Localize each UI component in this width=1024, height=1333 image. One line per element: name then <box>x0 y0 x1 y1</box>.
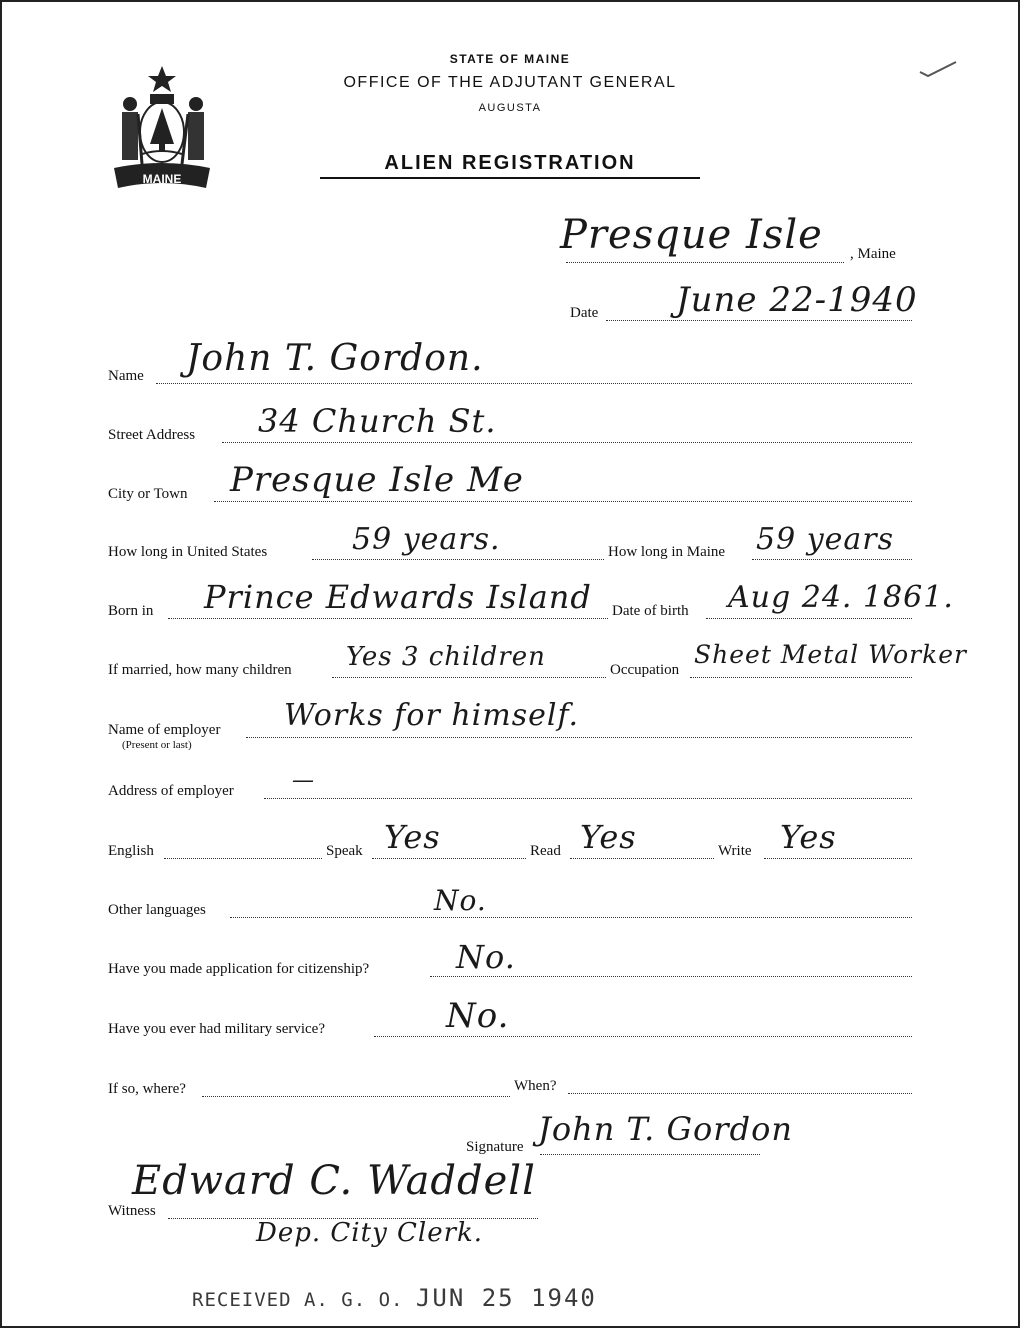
street-line <box>222 442 912 443</box>
witness-label: Witness <box>108 1203 156 1219</box>
street-label: Street Address <box>108 427 196 443</box>
occupation-value: Sheet Metal Worker <box>694 640 967 669</box>
header-state: STATE OF MAINE <box>449 52 571 66</box>
write-value: Yes <box>780 818 837 856</box>
place-line <box>566 262 844 263</box>
military-label: Have you ever had military service? <box>108 1021 325 1037</box>
street-value: 34 Church St. <box>258 402 497 440</box>
citizenship-line <box>430 976 912 977</box>
date-label: Date <box>570 305 599 321</box>
read-line <box>570 858 714 859</box>
received-stamp <box>192 1284 597 1312</box>
military-value: No. <box>446 996 510 1036</box>
citizenship-value: No. <box>456 938 516 976</box>
employer-line <box>246 737 912 738</box>
name-value: John T. Gordon. <box>186 338 484 379</box>
married-value: Yes 3 children <box>346 642 546 672</box>
received-stamp-date: JUN 25 1940 <box>415 1284 597 1312</box>
other-languages-line <box>230 917 912 918</box>
witness-value: Edward C. Waddell <box>132 1158 536 1204</box>
write-line <box>764 858 912 859</box>
english-line <box>164 858 322 859</box>
speak-label: Speak <box>326 843 363 859</box>
header-city: AUGUSTA <box>478 102 542 114</box>
born-in-label: Born in <box>108 603 154 619</box>
employer-address-value: — <box>292 768 315 793</box>
where-label: If so, where? <box>108 1081 186 1097</box>
header-office: OFFICE OF THE ADJUTANT GENERAL <box>343 74 677 91</box>
when-line <box>568 1093 912 1094</box>
married-label: If married, how many children <box>108 662 292 678</box>
speak-value: Yes <box>384 818 441 856</box>
occupation-label: Occupation <box>610 662 680 678</box>
write-label: Write <box>718 843 752 859</box>
other-languages-value: No. <box>434 884 487 917</box>
signature-line <box>540 1154 760 1155</box>
occupation-line <box>690 677 912 678</box>
employer-label: Name of employer <box>108 722 221 738</box>
other-languages-label: Other languages <box>108 902 206 918</box>
city-label: City or Town <box>108 486 188 502</box>
signature-label: Signature <box>466 1139 524 1155</box>
witness-title: Dep. City Clerk. <box>256 1218 484 1248</box>
check-mark-icon <box>918 58 958 80</box>
seal-text: MAINE <box>142 172 182 186</box>
how-long-maine-label: How long in Maine <box>608 544 726 560</box>
employer-value: Works for himself. <box>284 698 580 733</box>
place-suffix: , Maine <box>850 246 896 262</box>
english-label: English <box>108 843 154 859</box>
born-in-line <box>168 618 608 619</box>
form-title: ALIEN REGISTRATION <box>320 152 700 179</box>
when-label: When? <box>514 1078 557 1094</box>
signature-value: John T. Gordon <box>538 1110 793 1148</box>
how-long-maine-value: 59 years <box>756 522 895 557</box>
employer-sublabel: (Present or last) <box>122 739 192 751</box>
name-line <box>156 383 912 384</box>
read-label: Read <box>530 843 561 859</box>
speak-line <box>372 858 526 859</box>
read-value: Yes <box>580 818 637 856</box>
how-long-us-line <box>312 559 604 560</box>
date-value: June 22-1940 <box>676 280 918 320</box>
how-long-maine-line <box>752 559 912 560</box>
place-value: Presque Isle <box>560 212 823 258</box>
city-value: Presque Isle Me <box>230 460 524 500</box>
date-line <box>606 320 912 321</box>
married-line <box>332 677 606 678</box>
how-long-us-value: 59 years. <box>352 522 501 557</box>
where-line <box>202 1096 510 1097</box>
received-stamp-label: RECEIVED A. G. O. <box>192 1289 404 1311</box>
name-label: Name <box>108 368 144 384</box>
city-line <box>214 501 912 502</box>
citizenship-label: Have you made application for citizenship? <box>108 961 370 977</box>
employer-address-line <box>264 798 912 799</box>
maine-seal-icon <box>108 64 216 194</box>
date-of-birth-line <box>706 618 912 619</box>
date-of-birth-value: Aug 24. 1861. <box>728 580 954 615</box>
born-in-value: Prince Edwards Island <box>204 578 592 616</box>
military-line <box>374 1036 912 1037</box>
employer-address-label: Address of employer <box>108 783 234 799</box>
how-long-us-label: How long in United States <box>108 544 268 560</box>
date-of-birth-label: Date of birth <box>612 603 689 619</box>
